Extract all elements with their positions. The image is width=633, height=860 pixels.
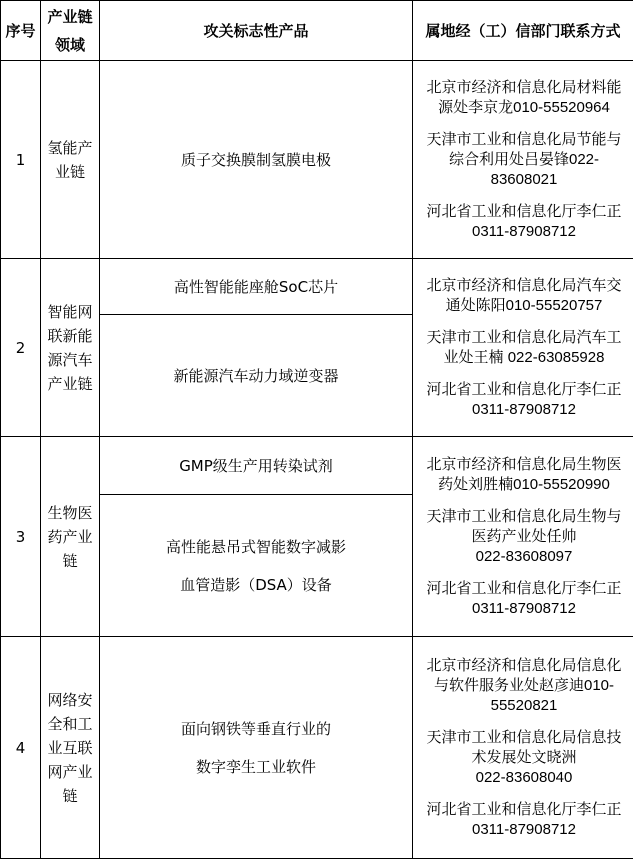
- industry-domain-line: 业互联: [47, 738, 93, 757]
- product-name: [100, 447, 412, 485]
- industry-domain: [41, 437, 100, 637]
- row-number: 2: [1, 259, 41, 437]
- contact-line: 天津市工业和信息化局节能与: [426, 130, 622, 148]
- row-number: 4: [1, 637, 41, 859]
- header-contact: 属地经（工）信部门联系方式: [413, 1, 633, 61]
- product-name-line: 质子交换膜制氢膜电极: [180, 150, 331, 169]
- contact-entry: [418, 78, 630, 118]
- contact-line: 022-83608040: [475, 768, 573, 786]
- product-cell: [100, 437, 413, 495]
- contact-line: 综合利用处吕晏锋022-: [448, 150, 600, 168]
- header-domain: [41, 1, 100, 61]
- contact-entry: [418, 579, 630, 619]
- table-row: [1, 61, 633, 259]
- contact-entry: [418, 328, 630, 368]
- contact-line: 天津市工业和信息化局信息技: [426, 728, 622, 746]
- product-name-line: 高性能悬吊式智能数字减影: [165, 537, 346, 556]
- header-domain-line2: 领域: [54, 35, 85, 54]
- table-row: [1, 437, 633, 495]
- product-name-line: 新能源汽车动力域逆变器: [173, 366, 339, 385]
- table-header-row: [1, 1, 633, 61]
- contact-line: 河北省工业和信息化厅李仁正: [426, 380, 622, 398]
- product-cell: [100, 61, 413, 259]
- industry-domain-line: 生物医: [47, 503, 93, 522]
- product-name: [100, 268, 412, 306]
- industry-domain-line: 链: [62, 551, 78, 570]
- contact-line: 医药产业处任帅: [471, 527, 577, 545]
- product-name-line: 高性智能能座舱SoC芯片: [173, 277, 339, 296]
- header-product: 攻关标志性产品: [100, 1, 413, 61]
- product-cell: [100, 495, 413, 637]
- contact-entry: [418, 455, 630, 495]
- product-cell: [100, 637, 413, 859]
- contact-cell: [413, 637, 633, 859]
- contact-line: 0311-87908712: [472, 820, 576, 838]
- industry-domain-line: 网络安: [47, 690, 93, 709]
- contact-line: 药处刘胜楠010-55520990: [438, 475, 610, 493]
- contact-line: 河北省工业和信息化厅李仁正: [426, 579, 622, 597]
- row-number: 1: [1, 61, 41, 259]
- contact-cell: [413, 437, 633, 637]
- contact-entry: [418, 800, 630, 840]
- contact-line: 术发展处文晓洲: [471, 748, 577, 766]
- contact-line: 0311-87908712: [472, 599, 576, 617]
- contact-entry: [418, 276, 630, 316]
- header-domain-line1: 产业链: [47, 7, 93, 26]
- industry-domain-line: 联新能: [47, 326, 93, 345]
- contact-line: 源处李京龙010-55520964: [438, 98, 610, 116]
- contact-line: 北京市经济和信息化局汽车交: [426, 276, 622, 294]
- product-name-line: GMP级生产用转染试剂: [179, 456, 333, 475]
- contact-line: 55520821: [490, 696, 558, 714]
- contact-line: 北京市经济和信息化局生物医: [426, 455, 622, 473]
- contact-line: 0311-87908712: [472, 400, 576, 418]
- contact-entry: [418, 130, 630, 190]
- table-body: [1, 61, 633, 859]
- contact-entry: [418, 728, 630, 788]
- product-name-line: 面向钢铁等垂直行业的: [180, 719, 331, 738]
- contact-line: 北京市经济和信息化局信息化: [426, 656, 622, 674]
- industry-domain-line: 源汽车: [47, 350, 93, 369]
- product-name: [100, 141, 412, 179]
- contact-line: 83608021: [490, 170, 558, 188]
- contact-cell: [413, 61, 633, 259]
- contact-cell: [413, 259, 633, 437]
- product-name: [100, 357, 412, 395]
- industry-domain: [41, 61, 100, 259]
- industry-domain-line: 链: [62, 786, 78, 805]
- industry-domain-line: 业链: [54, 162, 85, 181]
- industry-domain-line: 网产业: [47, 762, 93, 781]
- row-number: 3: [1, 437, 41, 637]
- industry-domain: [41, 637, 100, 859]
- industry-domain-line: 智能网: [47, 302, 93, 321]
- industry-domain-line: 全和工: [47, 714, 93, 733]
- product-cell: [100, 259, 413, 315]
- table-row: [1, 637, 633, 859]
- product-name-line: 数字孪生工业软件: [195, 757, 316, 776]
- contact-line: 河北省工业和信息化厅李仁正: [426, 202, 622, 220]
- contact-entry: [418, 656, 630, 716]
- header-no: 序号: [1, 1, 41, 61]
- contact-line: 022-83608097: [475, 547, 573, 565]
- contact-entry: [418, 202, 630, 242]
- contact-line: 与软件服务业处赵彦迪010-: [433, 676, 615, 694]
- contact-line: 天津市工业和信息化局汽车工: [426, 328, 622, 346]
- product-name: [100, 528, 412, 604]
- contact-entry: [418, 507, 630, 567]
- contact-line: 北京市经济和信息化局材料能: [426, 78, 622, 96]
- product-cell: [100, 315, 413, 437]
- contact-line: 业处王楠 022-63085928: [443, 348, 605, 366]
- industry-domain-line: 产业链: [47, 374, 93, 393]
- contact-line: 河北省工业和信息化厅李仁正: [426, 800, 622, 818]
- product-name-line: 血管造影（DSA）设备: [180, 575, 332, 594]
- industry-domain-line: 药产业: [47, 527, 93, 546]
- industry-domain-line: 氢能产: [47, 138, 93, 157]
- industry-domain: [41, 259, 100, 437]
- product-name: [100, 710, 412, 786]
- contact-line: 通处陈阳010-55520757: [445, 296, 603, 314]
- contact-line: 天津市工业和信息化局生物与: [426, 507, 622, 525]
- table-row: [1, 259, 633, 315]
- contact-line: 0311-87908712: [472, 222, 576, 240]
- contact-entry: [418, 380, 630, 420]
